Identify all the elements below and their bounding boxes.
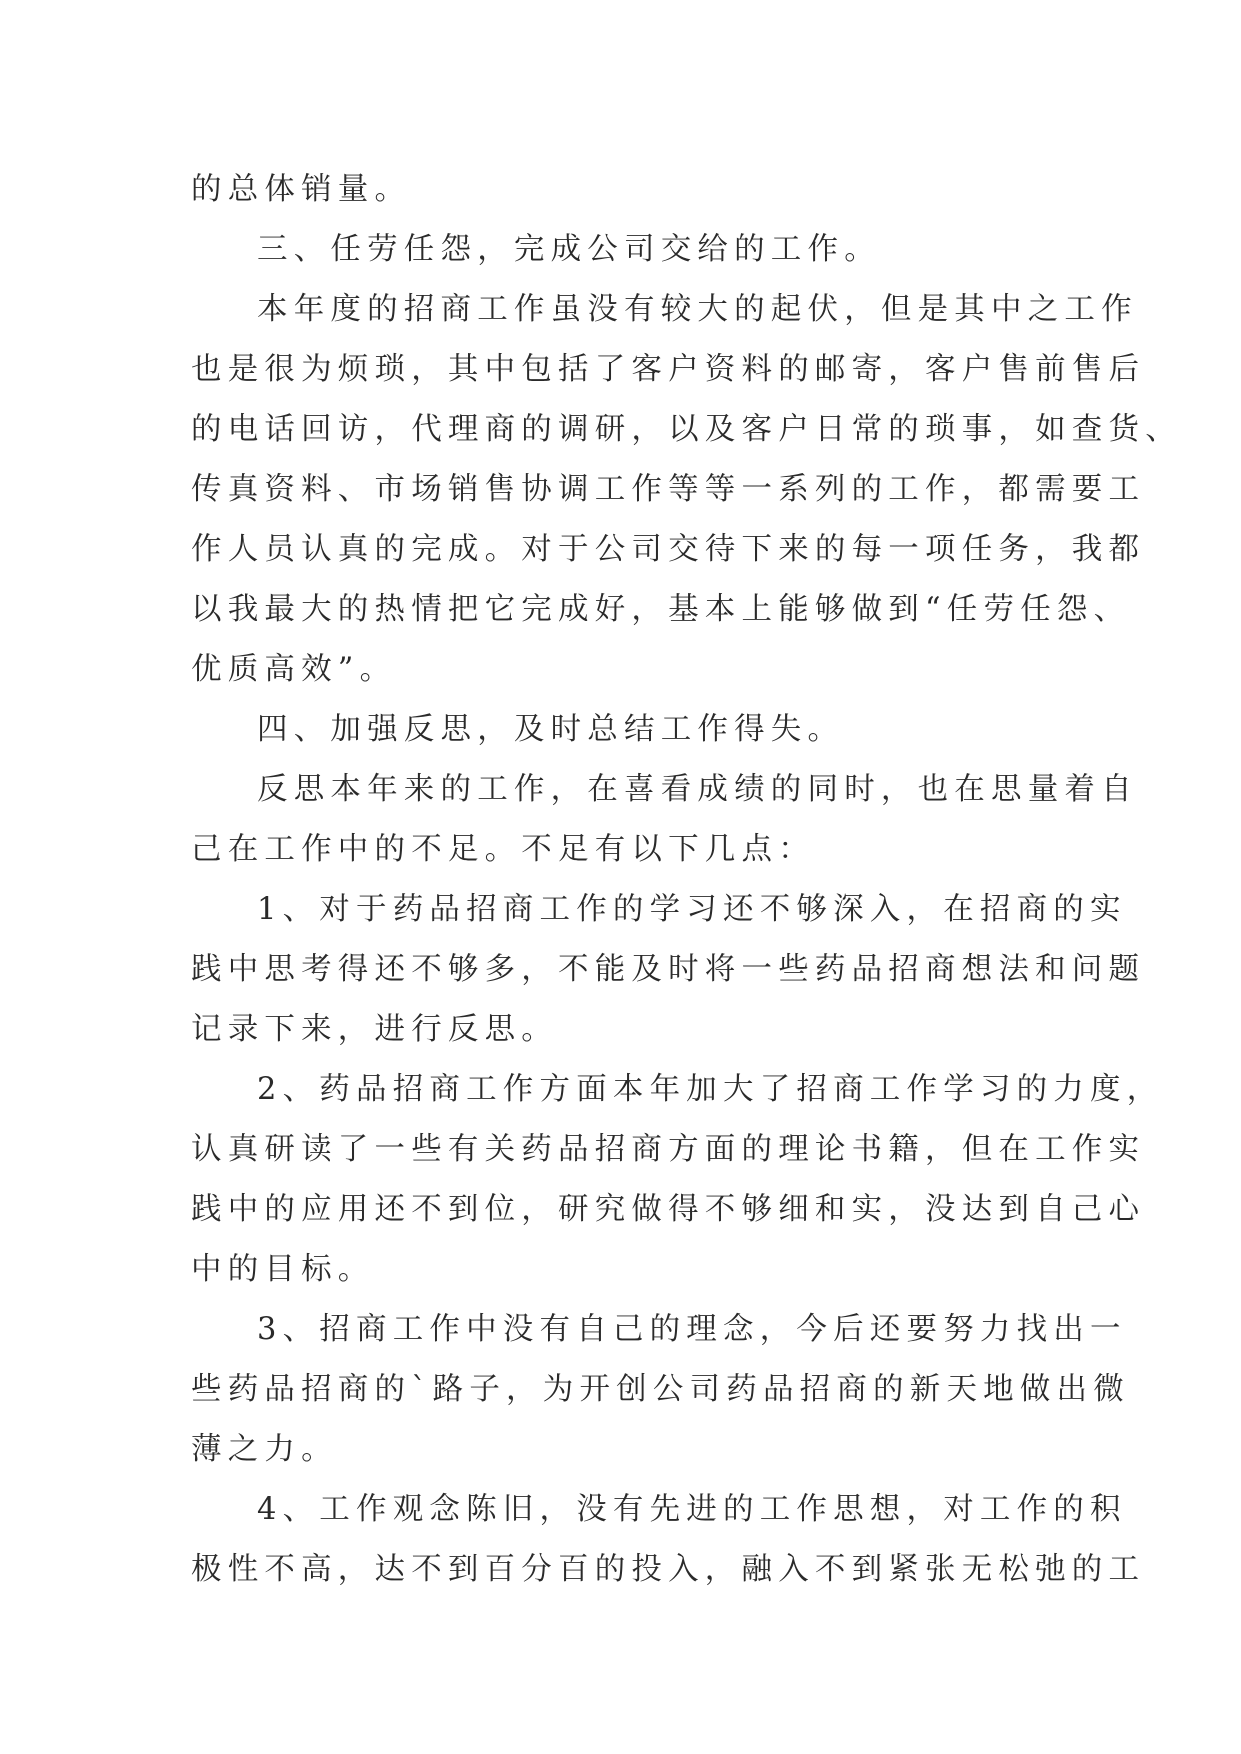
text-line: 传真资料、市场销售协调工作等等一系列的工作，都需要工 [191, 472, 1146, 507]
text-line: 极性不高，达不到百分百的投入，融入不到紧张无松弛的工 [191, 1552, 1146, 1587]
text-line: 也是很为烦琐，其中包括了客户资料的邮寄，客户售前售后 [191, 352, 1146, 387]
text-line: 以我最大的热情把它完成好，基本上能够做到“任劳任怨、 [191, 592, 1131, 627]
text-line: 些药品招商的`路子，为开创公司药品招商的新天地做出微 [191, 1372, 1130, 1407]
text-line: 本年度的招商工作虽没有较大的起伏，但是其中之工作 [257, 292, 1138, 327]
text-line: 的电话回访，代理商的调研，以及客户日常的琐事，如查货、 [191, 412, 1182, 447]
list-item: 2、药品招商工作方面本年加大了招商工作学习的力度， [257, 1072, 1164, 1107]
text-line: 践中的应用还不到位，研究做得不够细和实，没达到自己心 [191, 1192, 1146, 1227]
text-line: 薄之力。 [191, 1432, 338, 1467]
text-line: 记录下来，进行反思。 [191, 1012, 558, 1047]
text-line: 优质高效”。 [191, 652, 397, 687]
list-item: 4、工作观念陈旧，没有先进的工作思想，对工作的积 [257, 1492, 1127, 1527]
text-line: 认真研读了一些有关药品招商方面的理论书籍，但在工作实 [191, 1132, 1146, 1167]
text-line: 反思本年来的工作，在喜看成绩的同时，也在思量着自 [257, 772, 1138, 807]
text-line: 作人员认真的完成。对于公司交待下来的每一项任务，我都 [191, 532, 1146, 567]
list-item: 1、对于药品招商工作的学习还不够深入，在招商的实 [257, 892, 1127, 927]
text-line: 践中思考得还不够多，不能及时将一些药品招商想法和问题 [191, 952, 1146, 987]
text-line: 的总体销量。 [191, 172, 412, 207]
section-heading: 三、任劳任怨，完成公司交给的工作。 [257, 232, 881, 267]
section-heading: 四、加强反思，及时总结工作得失。 [257, 712, 845, 747]
text-line: 己在工作中的不足。不足有以下几点： [191, 832, 815, 867]
document-body [191, 160, 1182, 1600]
list-item: 3、招商工作中没有自己的理念，今后还要努力找出一 [257, 1312, 1127, 1347]
text-line: 中的目标。 [191, 1252, 375, 1287]
